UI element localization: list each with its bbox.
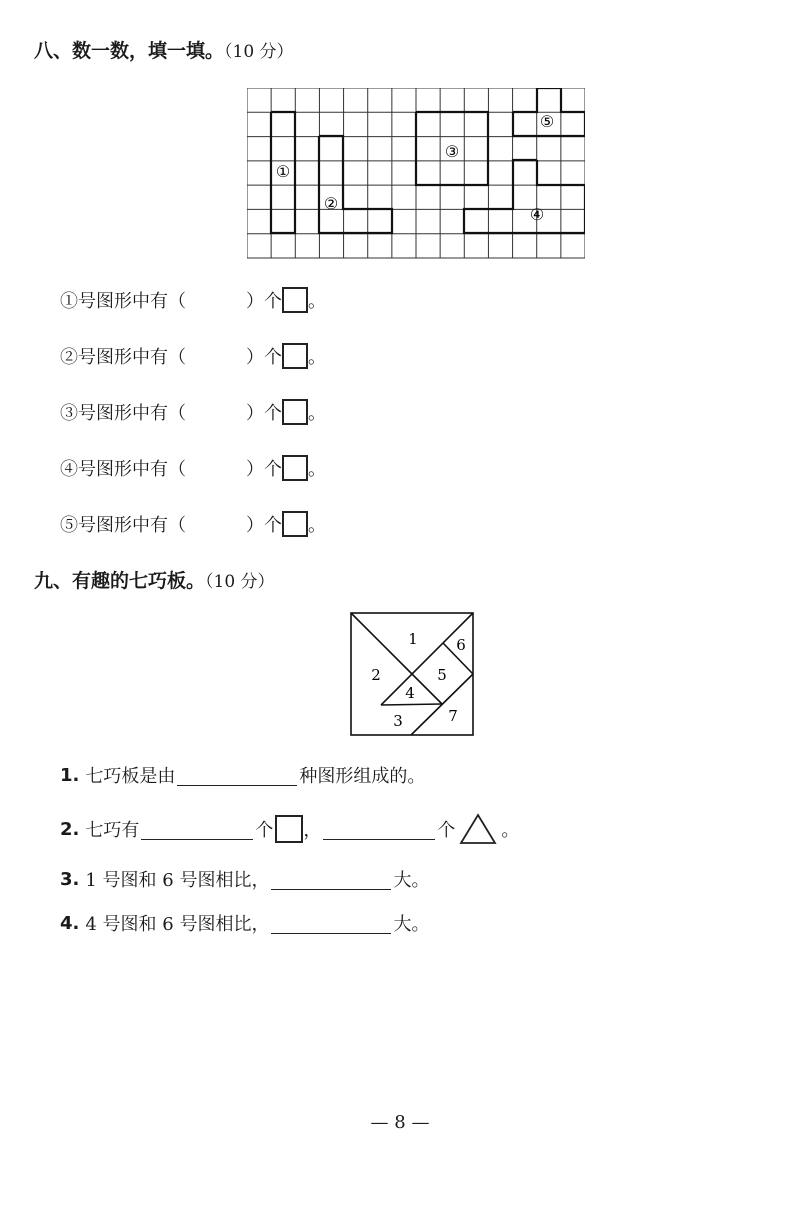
shape-2-label: ② <box>323 194 339 213</box>
tangram-mid-line <box>381 704 442 705</box>
square-icon <box>282 511 308 537</box>
grid-figure <box>247 88 585 260</box>
tangram-label-3: 3 <box>393 712 403 730</box>
section-9-score: （10 分） <box>205 572 275 592</box>
tangram-label-7: 7 <box>448 707 458 725</box>
triangle-icon <box>459 813 497 845</box>
answer-line[interactable] <box>271 913 391 934</box>
section-8-heading <box>34 36 294 63</box>
question-9-2: 2. 七巧有 个 ， 个 。 <box>60 813 519 845</box>
question-9-4: 4. 4 号图和 6 号图相比， 大。 <box>60 912 430 935</box>
answer-line[interactable] <box>323 819 435 840</box>
tangram-label-4: 4 <box>405 684 415 702</box>
tangram-diagonal <box>351 613 412 674</box>
question-9-3: 3. 1 号图和 6 号图相比， 大。 <box>60 868 430 891</box>
answer-line[interactable] <box>177 765 297 786</box>
section-8-score: （10 分） <box>224 42 294 62</box>
question-8-3: ③号图形中有（ ）个 。 <box>60 399 326 425</box>
square-icon <box>282 455 308 481</box>
section-8-title: 八、数一数，填一填。 <box>34 40 225 62</box>
section-9-title: 九、有趣的七巧板。 <box>34 570 206 592</box>
square-icon <box>282 399 308 425</box>
answer-line[interactable] <box>141 819 253 840</box>
question-9-1: 1. 七巧板是由 种图形组成的。 <box>60 764 426 787</box>
shape-4-outline <box>464 160 585 233</box>
tangram-label-2: 2 <box>371 666 381 684</box>
tangram-label-5: 5 <box>437 666 447 684</box>
answer-line[interactable] <box>271 869 391 890</box>
shape-2-outline <box>319 136 392 233</box>
page-number: — 8 — <box>370 1112 430 1133</box>
square-icon <box>282 343 308 369</box>
tangram-label-1: 1 <box>408 630 418 648</box>
square-icon <box>282 287 308 313</box>
tangram-figure <box>350 612 474 736</box>
tangram-label-6: 6 <box>456 636 466 654</box>
question-8-1: ①号图形中有（ ）个 。 <box>60 287 326 313</box>
question-8-5: ⑤号图形中有（ ）个 。 <box>60 511 326 537</box>
shape-4-label: ④ <box>529 205 545 224</box>
shape-1-label: ① <box>275 162 291 181</box>
shape-5-label: ⑤ <box>539 112 555 131</box>
question-8-4: ④号图形中有（ ）个 。 <box>60 455 326 481</box>
square-icon <box>275 815 303 843</box>
shape-3-label: ③ <box>444 142 460 161</box>
question-8-2: ②号图形中有（ ）个 。 <box>60 343 326 369</box>
section-9-heading <box>34 566 275 593</box>
